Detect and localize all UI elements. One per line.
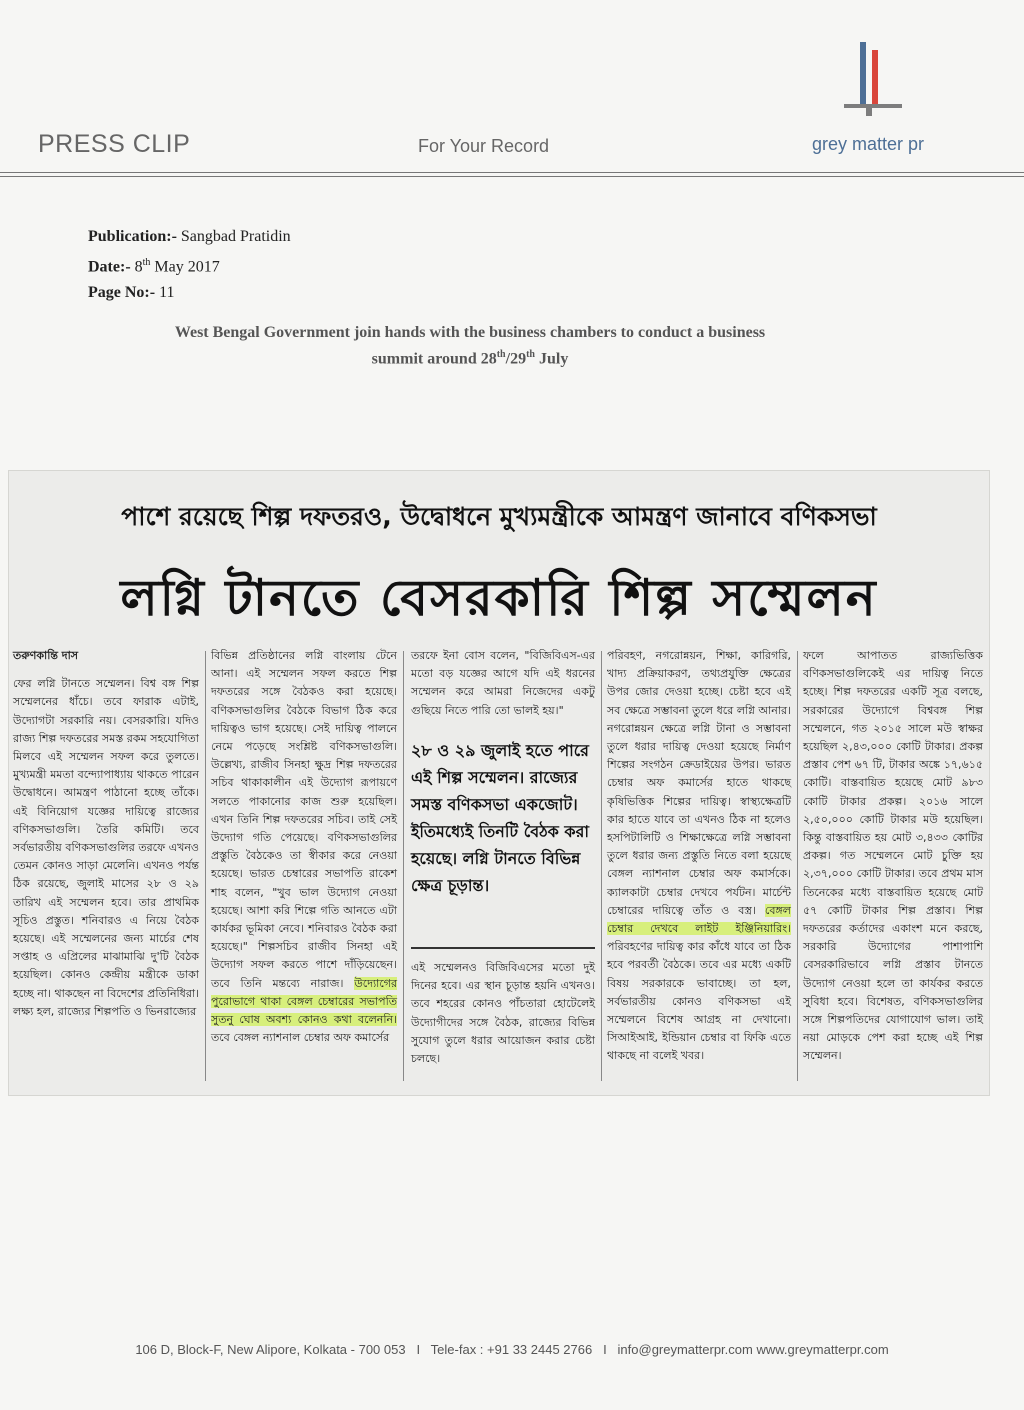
date-label: Date:- (88, 258, 131, 276)
column-4-text-end: পরিবহণের দায়িত্ব কার কাঁধে যাবে তা ঠিক হবে পরবর্তী বৈঠকে। তবে এর মধ্যে একটি বিষয় সরকারকে ভাবাচ্ছে। তা হল, সর্বভারতীয় কোনও বণিকসভা এই সম্মেলনে বিশেষ আগ্রহ না দেখানো। সিআইআই, ইন্ডিয়ান চেম্বার বা ফিকি এতে থাকছে না বলেই খবর। (607, 940, 791, 1063)
grey-matter-logo (838, 38, 908, 118)
column-2-text: বিভিন্ন প্রতিষ্ঠানের লগ্নি বাংলায় টেনে আনা। এই সম্মেলন সফল করতে শিল্প দফতরের সঙ্গে বৈঠকও করা হয়েছে। বণিকসভাগুলির বৈঠকে বিভাগ ঠিক করে দায়িত্বও ভাগ হয়েছে। সেই দায়িত্ব পালনে নেমে পড়েছে সংশ্লিষ্ট বণিকসভাগুলি। উল্লেখ্য, রাজীব সিনহা ক্ষুদ্র শিল্প দফতরের সচিব থাকাকালীন এই উদ্যোগ রূপায়ণে সলতে পাকানোর কাজ শুরু হয়েছিল। এখন তিনি শিল্প দফতরের সচিব। তাই সেই উদ্যোগ গতি পেয়েছে। বণিকসভাগুলির প্রস্তুতি বৈঠকেও তা স্বীকার করে নেওয়া হয়েছে। ভারত চেম্বারের সভাপতি রাকেশ শাহ বলেন, "খুব ভাল উদ্যোগ নেওয়া হয়েছে। আশা করি শিল্পে গতি আনতে এটা কার্যকর ভূমিকা নেবে। শনিবারও বৈঠক করা হয়েছে।" শিল্পসচিব রাজীব সিনহা এই উদ্যোগ সফল করতে পাশে দাঁড়িয়েছেন। তবে তিনি মন্তব্যে নারাজ। (211, 649, 397, 990)
column-1-text: ফের লগ্নি টানতে সম্মেলন। বিশ্ব বঙ্গ শিল্প সম্মেলনের ধাঁচে। তবে ফারাক এটাই, উদ্যোগটা সরকারি নয়। বেসরকারি। যদিও রাজ্য শিল্প দফতরের সমস্ত রকম সহযোগিতা মিলবে এই সম্মেলন সফল করে তুলতে। মুখ্যমন্ত্রী মমতা বন্দ্যোপাধ্যায় থাকতে পারেন উদ্বোধনে। আমন্ত্রণ পাঠানো হচ্ছে তাঁকে। এই বিনিয়োগ যজ্ঞের দায়িত্বে রাজ্যের বণিকসভাগুলি। তৈরি কমিটি। তবে সর্বভারতীয় বণিকসভাগুলির তরফে এখনও তেমন কোনও সাড়া মেলেনি। এখনও পর্যন্ত ঠিক রয়েছে, জুলাই মাসের ২৮ ও ২৯ তারিখ এই সম্মেলন হবে। তার প্রাথমিক সূচিও প্রস্তুত। শনিবারও এ নিয়ে বৈঠক হয়েছে। এই সম্মেলনের জন্য মার্চের শেষ সপ্তাহ ও এপ্রিলের মাঝামাঝি দু'টি বৈঠক হয়েছিল। কোনও কেন্দ্রীয় মন্ত্রীকে ডাকা হচ্ছে না। থাকছেন না বিদেশের প্রতিনিধিরা। লক্ষ্য হল, রাজ্যের শিল্পপতি ও ভিনরাজ্যের (13, 677, 199, 1018)
article-headline: লগ্নি টানতে বেসরকারি শিল্প সম্মেলন (120, 569, 878, 627)
date-row (88, 250, 291, 280)
article-strap: পাশে রয়েছে শিল্প দফতরও, উদ্বোধনে মুখ্যমন্ত্রীকে আমন্ত্রণ জানাবে বণিকসভা (121, 502, 877, 531)
column-2-text-end: তবে বেঙ্গল ন্যাশনাল চেম্বার অফ কমার্সের (211, 1031, 390, 1045)
article-column-4 (607, 647, 791, 1066)
header-rule-top (0, 172, 1024, 173)
publication-details (88, 224, 291, 306)
article-column-3-top (411, 647, 595, 720)
pull-quote-rule (411, 947, 595, 949)
summary-line-2: summit around 28th/29th July (371, 349, 569, 368)
column-3-text-bottom: এই সম্মেলনও বিজিবিএসের মতো দুই দিনের হবে। এর স্থান চূড়ান্ত হয়নি এখনও। তবে শহরের কোনও পাঁচতারা হোটেলেই উদ্যোগীদের সঙ্গে বৈঠক, রাজ্যের বিভিন্ন সুযোগ তুলে ধরার আয়োজন করার চেষ্টা চলছে। (411, 961, 595, 1066)
footer-separator: I (603, 1342, 607, 1357)
column-4-text: পরিবহণ, নগরোন্নয়ন, শিক্ষা, কারিগরি, খাদ্য প্রক্রিয়াকরণ, তথ্যপ্রযুক্তি ক্ষেত্রের উপর জোর দেওয়া হচ্ছে। চেষ্টা হবে এই সব ক্ষেত্রে সম্ভাবনা তুলে ধরে লগ্নি আনার। নগরোন্নয়ন ক্ষেত্রে লগ্নি টানা ও সম্ভাবনা তুলে ধরার দায়িত্ব দেওয়া হয়েছে নির্মাণ শিল্পের সংগঠন ক্রেডাইয়ের উপর। ভারত চেম্বার অফ কমার্সের হাতে থাকছে কৃষিভিত্তিক শিল্পের দায়িত্ব। স্বাস্থ্যক্ষেত্রটি কার হাতে যাবে তা এখনও ঠিক না হলেও হসপিটালিটি ও শিক্ষাক্ষেত্রে লগ্নি সম্ভাবনা তুলে ধরার জন্য প্রস্তুতি নিতে বলা হয়েছে বেঙ্গল ন্যাশনাল চেম্বার অফ কমার্সকে। ক্যালকাটা চেম্বার দেখবে পর্যটন। মার্চেন্ট চেম্বারের দায়িত্বে তাঁত ও বস্ত্র। (607, 649, 791, 917)
highlighted-light-engineering: বেঙ্গল চেম্বার দেখবে লাইট ইঞ্জিনিয়ারিং। (607, 903, 791, 936)
tagline: For Your Record (418, 136, 550, 156)
byline: তরুণকান্তি দাস (13, 649, 79, 662)
highlighted-quote-bengal-chamber: উদ্যোগের পুরোভাগে থাকা বেঙ্গল চেম্বারের সভাপতি সুতনু ঘোষ অবশ্য কোনও কথা বলেননি। (211, 976, 398, 1027)
date-day: 8 (134, 258, 143, 276)
page-label: Page No:- (88, 284, 156, 302)
summary-headline (100, 322, 840, 370)
column-3-text: তরফে ইনা বোস বলেন, "বিজিবিএস-এর মতো বড় যজ্ঞের আগে যদি এই ধরনের সম্মেলন করে আমরা নিজেদের একটু গুছিয়ে নিতে পারি তো ভালই হয়।" (411, 649, 595, 717)
column-5-text: ফলে আপাতত রাজ্যভিত্তিক বণিকসভাগুলিকেই এর দায়িত্ব নিতে হচ্ছে। শিল্প দফতরের একটি সূত্র বলছে, সরকারের উদ্যোগে বিশ্ববঙ্গ শিল্প সম্মেলনে, গত ২০১৫ সালে মউ স্বাক্ষর হয়েছিল ২,৪৩,০০০ কোটি টাকার। প্রকল্প প্রস্তাব পেশ ৬৭ টি, টাকার অঙ্কে ১৭,৬১৫ কোটি। বাস্তবায়িত হয়েছে মোট ৯৮৩ কোটি টাকার প্রকল্প। ২০১৬ সালে ২,৫০,০০০ কোটি টাকার মউ হয়েছিল। কিন্তু বাস্তবায়িত হয় মোট ৩,৪৩৩ কোটির প্রকল্প। গত সম্মেলনে মোট চুক্তি হয় ২,৩৭,০০০ কোটি টাকার। তবে প্রথম মাস তিনেকের মধ্যে বাস্তবায়িত হয়েছে মোট ৫৭ কোটি টাকার শিল্প প্রস্তাব। শিল্প দফতরের কর্তাদের একাংশ মনে করছে, সরকারি উদ্যোগের পাশাপাশি বেসরকারিভাবে লগ্নি প্রস্তাব টানতে উদ্যোগ নেওয়া হলে তা কার্যকর করতে সুবিধা হবে। বিশেষত, বণিকসভাগুলির সঙ্গে শিল্পপতিদের যোগাযোগ ভাল। তাই নয়া মোড়কে পেশ করা হচ্ছে এই শিল্প সম্মেলন। (803, 649, 983, 1063)
article-column-5 (803, 647, 983, 1066)
footer-contact (0, 1342, 1024, 1357)
column-divider (797, 651, 798, 1081)
press-clip-title: PRESS CLIP (38, 130, 191, 158)
publication-row (88, 224, 291, 250)
article-column-3-bottom (411, 959, 595, 1068)
footer-address: 106 D, Block-F, New Alipore, Kolkata - 700 053 (135, 1342, 406, 1357)
footer-phone: Tele-fax : +91 33 2445 2766 (430, 1342, 593, 1357)
date-day-suffix: th (142, 257, 151, 268)
page-value: 11 (159, 284, 175, 302)
article-column-2 (211, 647, 397, 1047)
header-rule-bottom (0, 176, 1024, 177)
summary-line-1: West Bengal Government join hands with the business chambers to conduct a business (174, 324, 766, 341)
column-divider (601, 651, 602, 1081)
newspaper-clipping (8, 470, 990, 1096)
footer-separator: I (416, 1342, 421, 1357)
article-column-1 (13, 647, 199, 1021)
page-row (88, 280, 291, 306)
pull-quote: ২৮ ও ২৯ জুলাই হতে পারে এই শিল্প সম্মেলন। রাজ্যের সমস্ত বণিকসভা একজোট। ইতিমধ্যেই তিনটি বৈঠক করা হয়েছে। লগ্নি টানতে বিভিন্ন ক্ষেত্র চূড়ান্ত। (411, 741, 590, 895)
publication-value: Sangbad Pratidin (180, 228, 291, 245)
column-divider (403, 651, 404, 1081)
footer-email-web: info@greymatterpr.com www.greymatterpr.com (617, 1342, 889, 1357)
column-divider (205, 651, 206, 1081)
publication-label: Publication:- (88, 228, 177, 245)
date-rest: May 2017 (154, 258, 220, 276)
brand-name: grey matter pr (812, 134, 925, 154)
